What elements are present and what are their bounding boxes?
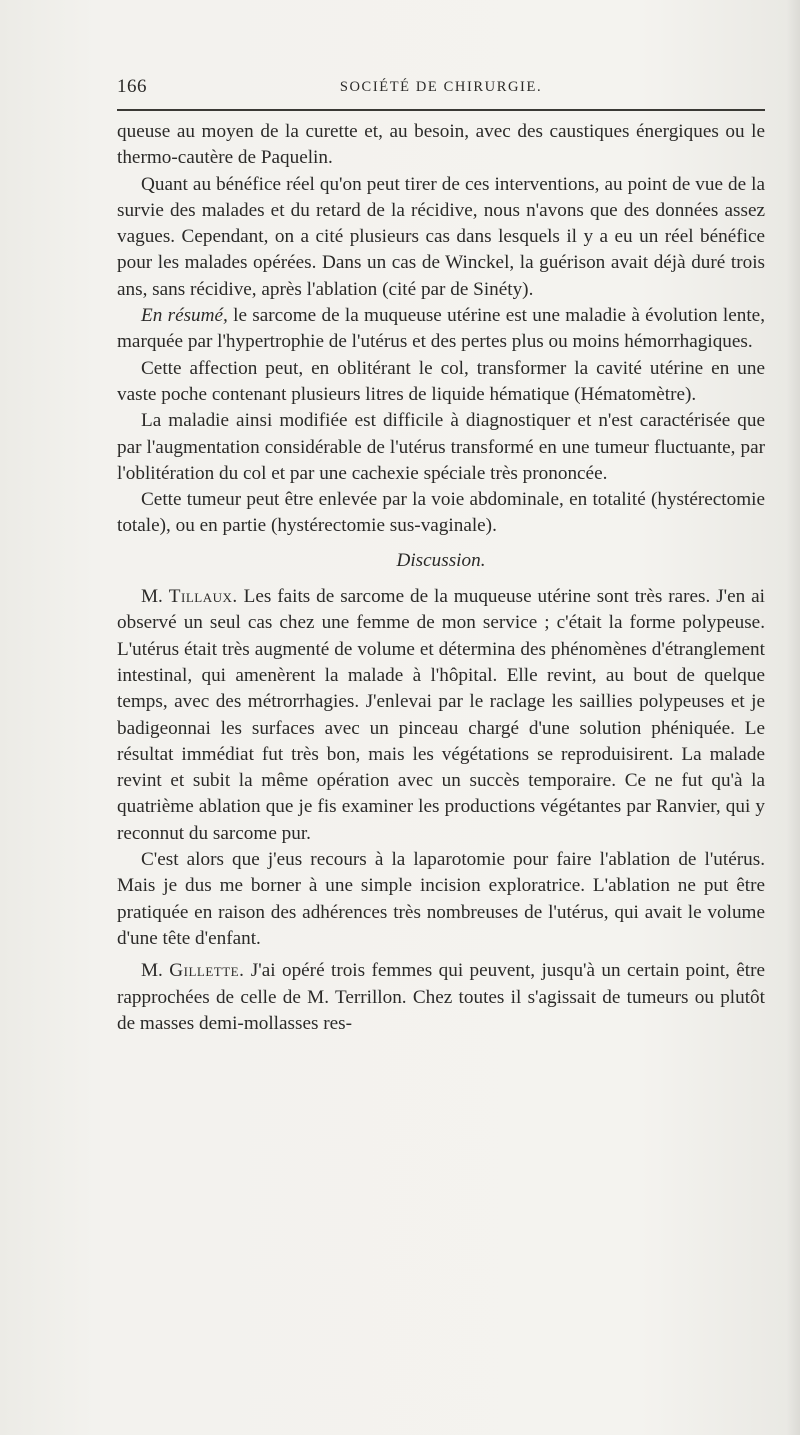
paragraph	[117, 303, 765, 356]
speech-paragraph	[117, 958, 765, 1037]
section-heading: Discussion.	[396, 549, 486, 571]
header-rule	[117, 109, 765, 111]
speech-text: Les faits de sarcome de la muqueuse utérine sont très rares. J'en ai observé un seul cas chez une femme de mon service ; c'était la forme polypeuse. L'utérus était très augmenté de volume et détermina des phénomènes d'étranglement intestinal, qui amenèrent la malade à l'hôpital. Elle revint, au bout de quelque temps, avec des métrorrhagies. J'enlevai par le raclage les saillies polypeuses et je badigeonnai les surfaces avec un pinceau chargé d'une solution phéniquée. Le résultat immédiat fut très bon, mais les végétations se reproduisirent. La malade revint et subit la même opération avec un succès temporaire. Ce ne fut qu'à la quatrième ablation que je fis examiner les productions végétantes par Ranvier, qui y reconnut du sarcome pur.	[117, 586, 766, 844]
body-text	[117, 119, 765, 1037]
speaker-title: M.	[141, 586, 163, 608]
paragraph: queuse au moyen de la curette et, au besoin, avec des caustiques énergiques ou le thermo-cautère de Paquelin.	[117, 121, 765, 169]
paragraph: Quant au bénéfice réel qu'on peut tirer de ces interventions, au point de vue de la survie des malades et du retard de la récidive, nous n'avons que des données assez vagues. Cependant, on a cité plusieurs cas dans lesquels il y a eu un réel bénéfice pour les malades opérées. Dans un cas de Winckel, la guérison avait déjà duré trois ans, sans récidive, après l'ablation (cité par de Sinéty).	[117, 173, 765, 300]
running-head: SOCIÉTÉ DE CHIRURGIE.	[339, 79, 543, 95]
paragraph: La maladie ainsi modifiée est difficile à diagnostiquer et n'est caractérisée que par l'augmentation considérable de l'utérus transformé en une tumeur fluctuante, par l'oblitération du col et par une cachexie spéciale très prononcée.	[117, 410, 765, 484]
paragraph: C'est alors que j'eus recours à la laparotomie pour faire l'ablation de l'utérus. Mais je dus me borner à une simple incision exploratrice. L'ablation ne put être pratiquée en raison des adhérences très nombreuses de l'utérus, qui avait le volume d'une tête d'enfant.	[117, 849, 765, 949]
speaker-title: M.	[141, 960, 163, 982]
speaker-name: Gillette.	[169, 960, 245, 982]
speech-text: J'ai opéré trois femmes qui peuvent, jusqu'à un certain point, être rapprochées de celle de M. Terrillon. Chez toutes il s'agissait de tumeurs ou plutôt de masses demi-mollasses res-	[117, 960, 766, 1034]
speech-paragraph	[117, 584, 765, 847]
paragraph: Cette affection peut, en oblitérant le col, transformer la cavité utérine en une vaste poche contenant plusieurs litres de liquide hématique (Hématomètre).	[117, 357, 765, 405]
paragraph-rest: le sarcome de la muqueuse utérine est une maladie à évolution lente, marquée par l'hypertrophie de l'utérus et des pertes plus ou moins hémorrhagiques.	[117, 305, 765, 353]
speaker-name: Tillaux.	[168, 586, 238, 608]
page-edge-shadow	[786, 0, 800, 1435]
page-number: 166	[117, 76, 147, 97]
page-header	[117, 76, 765, 100]
paragraph-lead: En résumé,	[141, 305, 228, 327]
paragraph: Cette tumeur peut être enlevée par la voie abdominale, en totalité (hystérectomie totale), ou en partie (hystérectomie sus-vaginale).	[117, 489, 765, 537]
